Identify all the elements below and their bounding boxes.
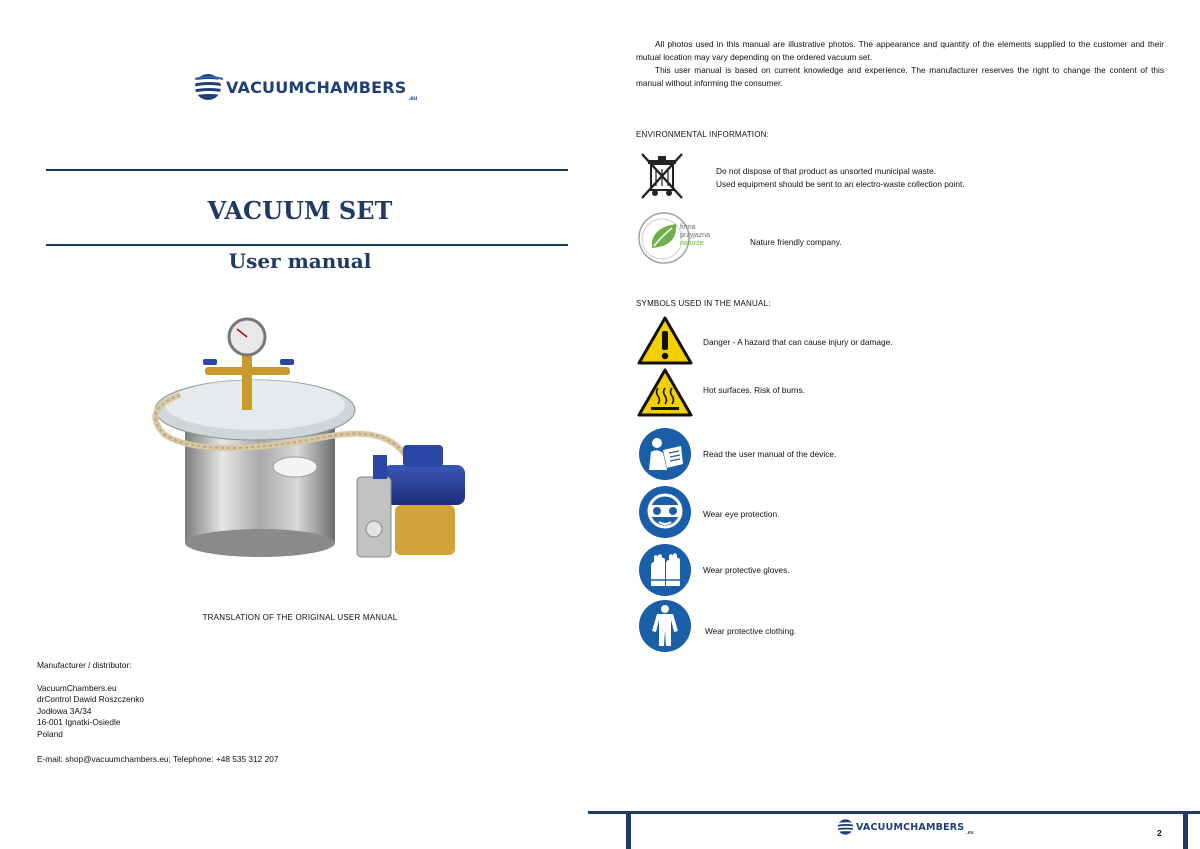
symbol-label: Wear protective clothing. xyxy=(705,626,797,636)
translation-caption: TRANSLATION OF THE ORIGINAL USER MANUAL xyxy=(202,613,398,622)
footer-logo-wordmark: VACUUMCHAMBERS xyxy=(856,821,965,833)
eco-logo-word: naturze xyxy=(680,240,704,247)
weee-line: Do not dispose of that product as unsorted municipal waste. xyxy=(716,166,936,176)
protective-clothing-icon xyxy=(637,598,693,654)
manufacturer-line: 16-001 Ignatki-Osiedle xyxy=(37,717,121,727)
intro-paragraph: This user manual is based on current knowledge and experience. The manufacturer reserves the right to change the content of this manual without informing the consumer. xyxy=(636,65,1164,88)
brand-logo xyxy=(192,72,417,102)
symbol-label: Hot surfaces. Risk of burns. xyxy=(703,385,805,395)
manufacturer-heading: Manufacturer / distributor: xyxy=(37,660,132,670)
eco-text: Nature friendly company. xyxy=(750,237,842,247)
crossed-bin-icon xyxy=(640,152,684,200)
weee-text xyxy=(716,165,965,191)
logo-wordmark: VACUUMCHAMBERS xyxy=(226,77,407,97)
title-rule-top xyxy=(46,169,568,171)
manufacturer-block xyxy=(37,660,278,766)
danger-warning-icon xyxy=(637,316,693,366)
symbol-label: Wear protective gloves. xyxy=(703,565,790,575)
manufacturer-contact: E-mail: shop@vacuumchambers.eu; Telephone: +48 535 312 207 xyxy=(37,754,279,764)
footer-bracket-right xyxy=(1183,811,1188,849)
symbol-label: Read the user manual of the device. xyxy=(703,449,837,459)
intro-paragraph: All photos used in this manual are illustrative photos. The appearance and quantity of the elements supplied to the customer and their mutual location may vary depending on the ordered vacuum set. xyxy=(636,39,1164,62)
footer-logo xyxy=(836,818,974,836)
page-number: 2 xyxy=(1157,828,1162,838)
product-photo xyxy=(145,315,465,577)
document-subtitle: User manual xyxy=(228,249,372,273)
symbols-heading: SYMBOLS USED IN THE MANUAL: xyxy=(636,299,771,308)
logo-suffix: .eu xyxy=(408,96,418,102)
hot-surface-icon xyxy=(637,368,693,418)
eye-protection-icon xyxy=(637,484,693,540)
title-rule-bottom xyxy=(46,244,568,246)
manufacturer-line: Jodłowa 3A/34 xyxy=(37,705,92,716)
eco-logo-word: przyjazna xyxy=(680,232,710,239)
read-manual-icon xyxy=(637,426,693,482)
document-title: VACUUM SET xyxy=(207,196,393,225)
manufacturer-line: Poland xyxy=(37,728,63,739)
footer-bracket-left xyxy=(626,811,631,849)
vacuum-logo-icon xyxy=(192,72,226,102)
info-page xyxy=(600,0,1200,849)
vacuum-logo-icon xyxy=(836,818,856,836)
eco-logo-caption xyxy=(680,224,710,248)
manufacturer-line: VacuumChambers.eu xyxy=(37,682,117,693)
symbol-label: Danger - A hazard that can cause injury or damage. xyxy=(703,337,893,347)
symbol-label: Wear eye protection. xyxy=(703,509,780,519)
protective-gloves-icon xyxy=(637,542,693,598)
eco-logo xyxy=(636,210,736,266)
manufacturer-line: drControl Dawid Roszczenko xyxy=(37,694,144,704)
footer-rule xyxy=(588,811,1200,814)
footer-logo-suffix: .eu xyxy=(966,830,974,836)
environmental-heading: ENVIRONMENTAL INFORMATION: xyxy=(636,130,770,139)
weee-line: Used equipment should be sent to an electro-waste collection point. xyxy=(716,179,965,189)
eco-logo-word: firma xyxy=(680,224,696,231)
intro-text xyxy=(636,38,1164,90)
